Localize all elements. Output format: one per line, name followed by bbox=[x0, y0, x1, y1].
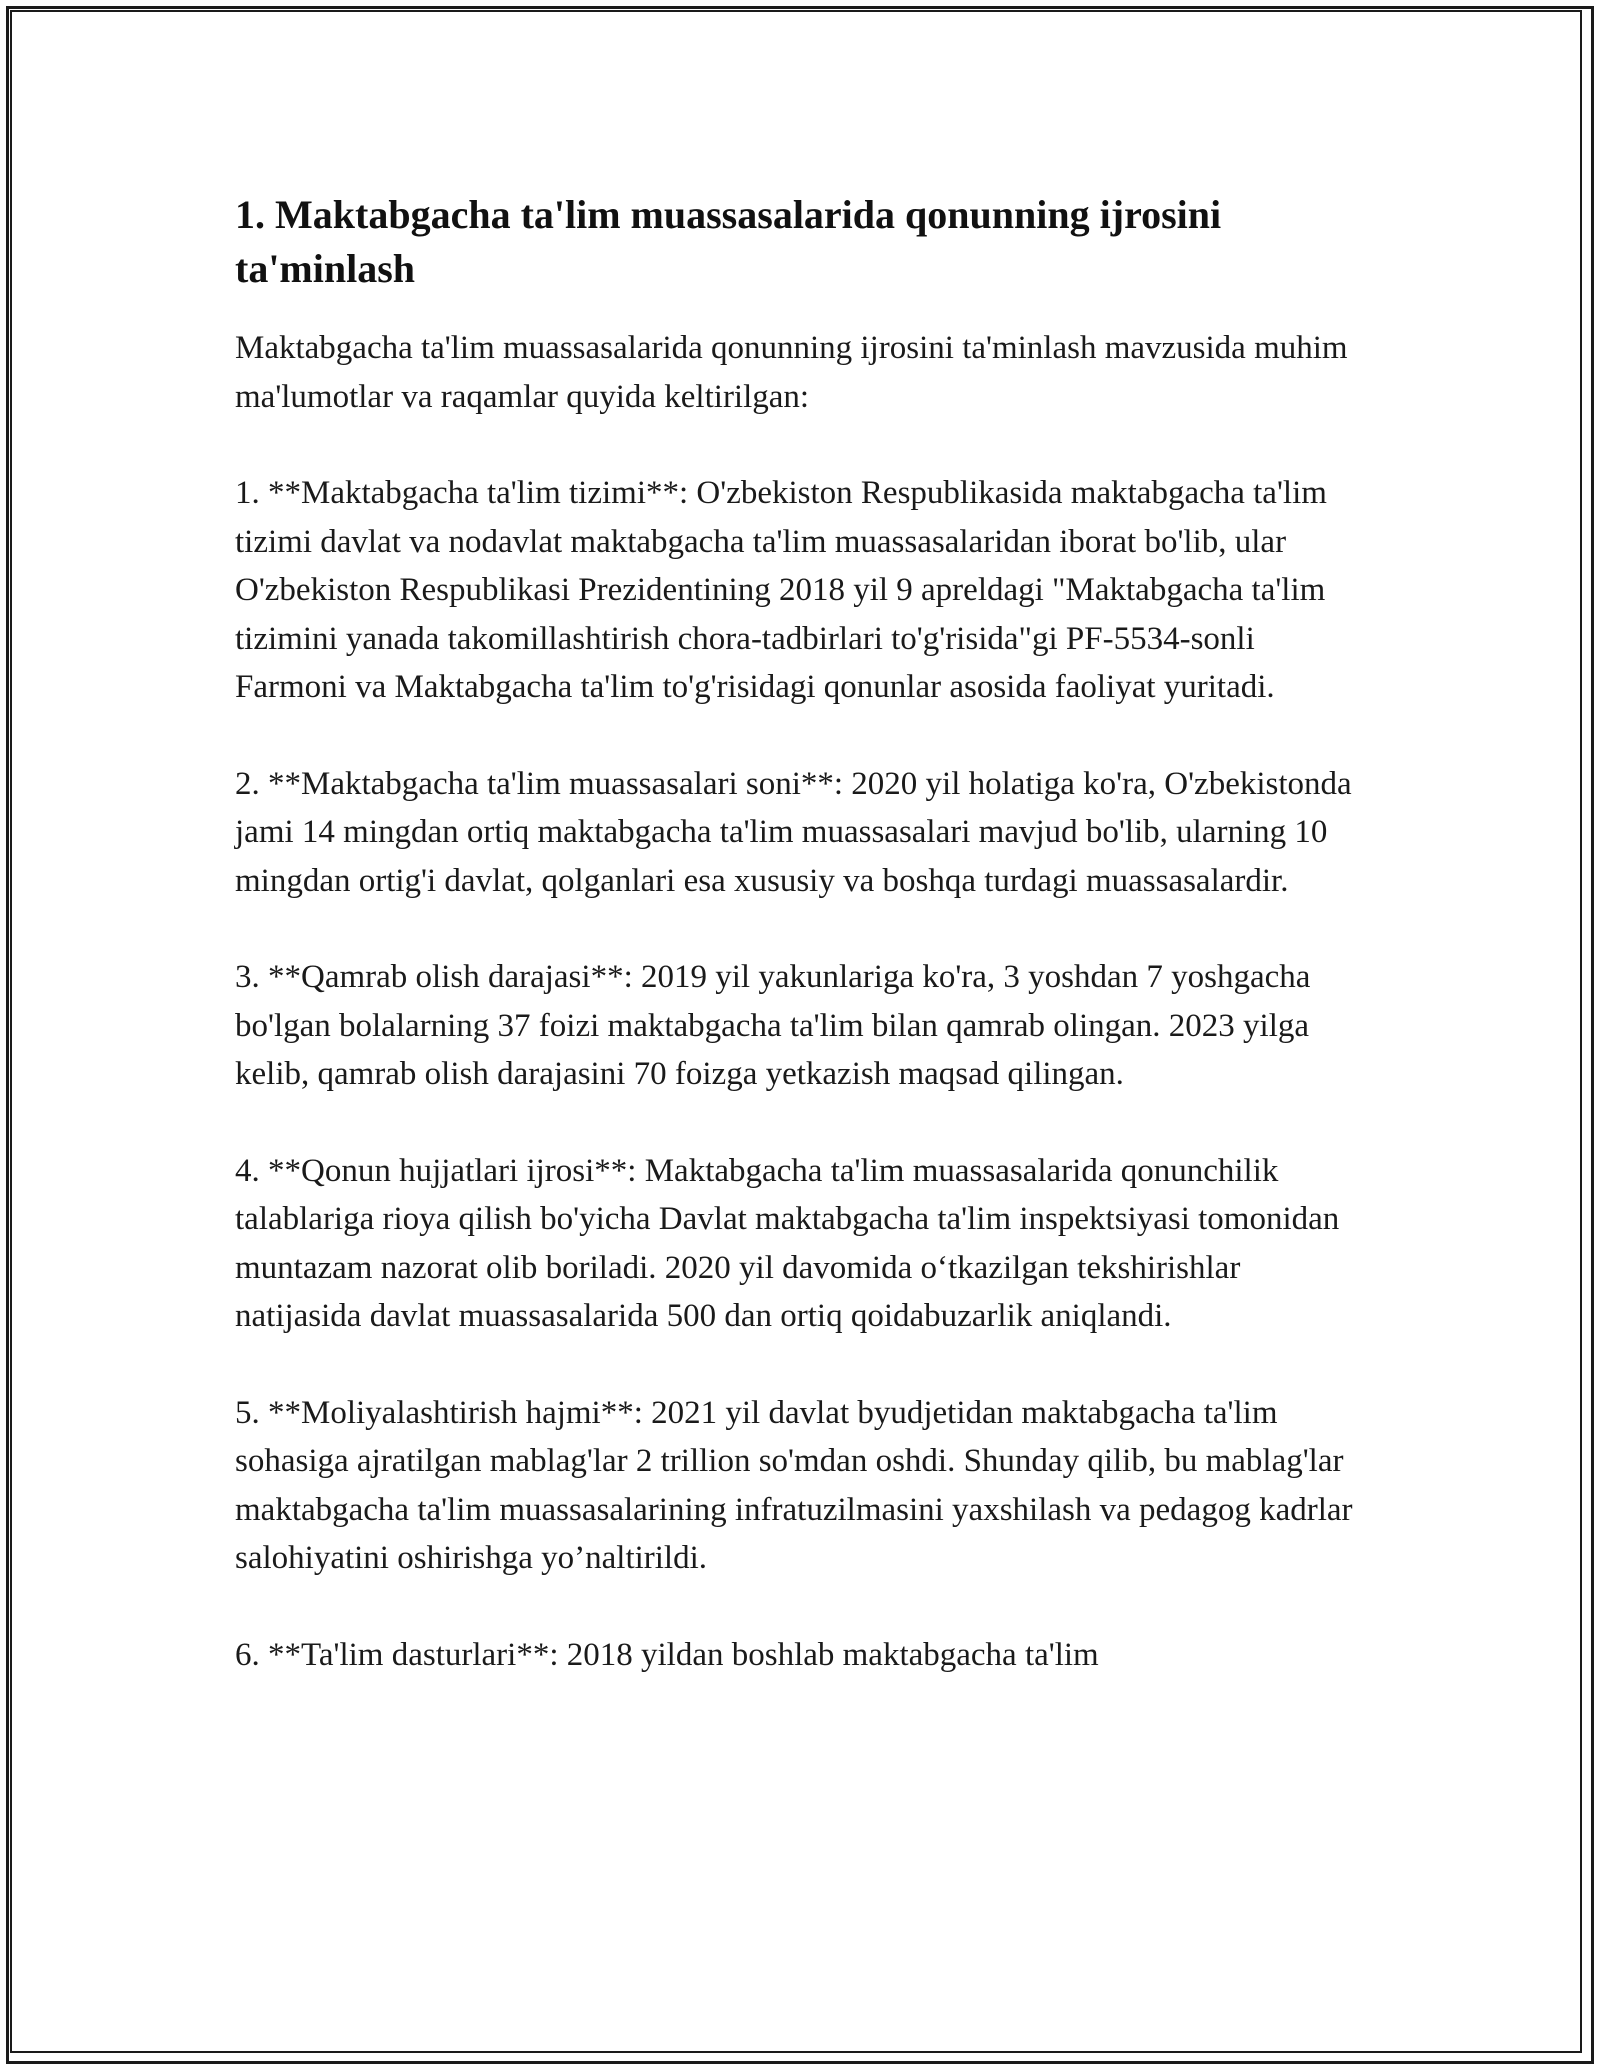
list-item-1: 1. **Maktabgacha ta'lim tizimi**: O'zbekiston Respublikasida maktabgacha ta'lim tizimi davlat va nodavlat maktabgacha ta'lim muassasalaridan iborat bo'lib, ular O'zbekiston Respublikasi Prezidentining 2018 yil 9 apreldagi "Maktabgacha ta'lim tizimini yanada takomillashtirish chora-tadbirlari to'g'risida"gi PF-5534-sonli Farmoni va Maktabgacha ta'lim to'g'risidagi qonunlar asosida faoliyat yuritadi. bbox=[235, 475, 1327, 705]
list-item-6: 6. **Ta'lim dasturlari**: 2018 yildan boshlab maktabgacha ta'lim bbox=[235, 1636, 1099, 1673]
list-item-3: 3. **Qamrab olish darajasi**: 2019 yil yakunlariga ko'ra, 3 yoshdan 7 yoshgacha bo'lgan bolalarning 37 foizi maktabgacha ta'lim bilan qamrab olingan. 2023 yilga kelib, qamrab olish darajasini 70 foizga yetkazish maqsad qilingan. bbox=[235, 959, 1311, 1092]
intro-paragraph: Maktabgacha ta'lim muassasalarida qonunning ijrosini ta'minlash mavzusida muhim ma'lumotlar va raqamlar quyida keltirilgan: bbox=[235, 330, 1348, 415]
list-item-4: 4. **Qonun hujjatlari ijrosi**: Maktabgacha ta'lim muassasalarida qonunchilik talablariga rioya qilish bo'yicha Davlat maktabgacha ta'lim inspektsiyasi tomonidan muntazam nazorat olib boriladi. 2020 yil davomida o‘tkazilgan tekshirishlar natijasida davlat muassasalarida 500 dan ortiq qoidabuzarlik aniqlandi. bbox=[235, 1152, 1340, 1334]
document-title: 1. Maktabgacha ta'lim muassasalarida qonunning ijrosini ta'minlash bbox=[235, 192, 1222, 291]
list-item-2: 2. **Maktabgacha ta'lim muassasalari soni**: 2020 yil holatiga ko'ra, O'zbekistonda jami 14 mingdan ortiq maktabgacha ta'lim muassasalari mavjud bo'lib, ularning 10 mingdan ortig'i davlat, qolganlari esa xususiy va boshqa turdagi muassasalardir. bbox=[235, 765, 1352, 899]
list-item-5: 5. **Moliyalashtirish hajmi**: 2021 yil davlat byudjetidan maktabgacha ta'lim sohasiga ajratilgan mablag'lar 2 trillion so'mdan oshdi. Shunday qilib, bu mablag'lar maktabgacha ta'lim muassasalarining infratuzilmasini yaxshilash va pedagog kadrlar salohiyatini oshirishga yo’naltirildi. bbox=[235, 1394, 1353, 1576]
document-body bbox=[235, 188, 1365, 1727]
